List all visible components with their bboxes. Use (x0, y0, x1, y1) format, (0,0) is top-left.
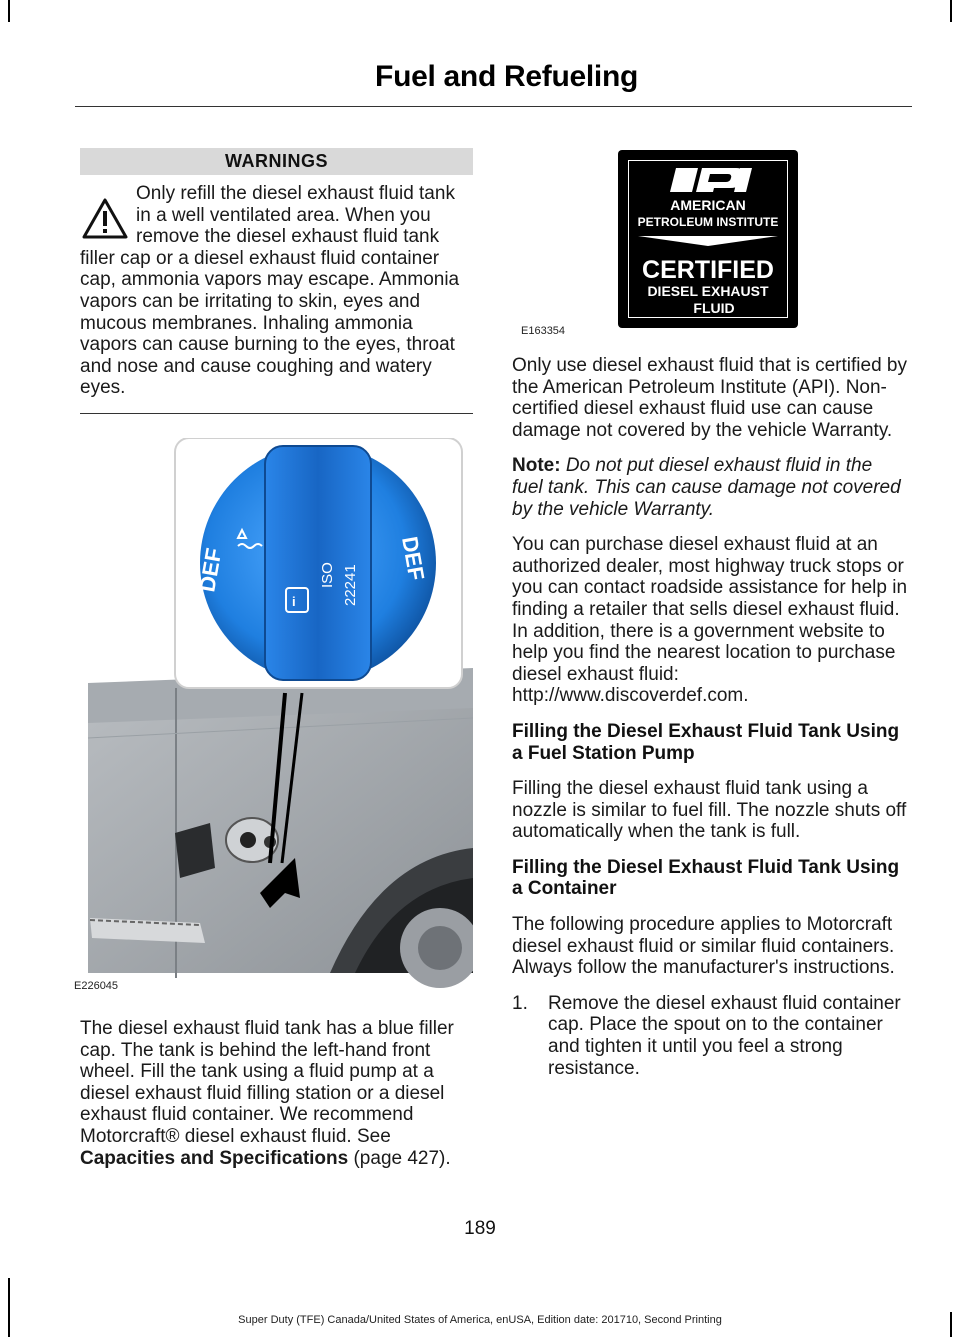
cap-iso-label: ISO (319, 562, 336, 588)
crop-mark-top-left (8, 0, 10, 22)
def-filler-cap-illustration (74, 438, 473, 998)
page-number: 189 (464, 1218, 496, 1239)
warnings-heading: WARNINGS (80, 148, 473, 175)
api-line5: FLUID (693, 300, 735, 316)
warning-text: Only refill the diesel exhaust fluid tank in a well ventilated area. When you remove the diesel exhaust fluid tank filler cap or a diesel exhaust fluid container cap, ammonia vapors may escape. Ammonia vapors can be irritating to skin, eyes and mucous membranes. Inhaling ammonia vapors can cause burning to the eyes, throat and nose and cause coughing and watery eyes. (80, 183, 460, 399)
step-1 (512, 993, 907, 1079)
crop-mark-bottom-left (8, 1278, 10, 1337)
heading-fuel-station-pump: Filling the Diesel Exhaust Fluid Tank Using a Fuel Station Pump (512, 720, 900, 764)
api-logo (618, 150, 798, 328)
cap-def-left: DEF (194, 546, 227, 594)
api-paragraph: Only use diesel exhaust fluid that is certified by the American Petroleum Institute (API). Non-certified diesel exhaust fluid use can cause damage not covered by the vehicle Warranty. (512, 355, 907, 441)
left-paragraph: The diesel exhaust fluid tank has a blue filler cap. The tank is behind the left-hand front wheel. Fill the tank using a fluid pump at a diesel exhaust fluid filling station or a diesel exhaust fluid container. We recommend Motorcraft® diesel exhaust fluid. See Capacities and Specifications (page 427). (80, 1017, 454, 1169)
api-certified-logo-figure (512, 148, 907, 343)
api-line2: PETROLEUM INSTITUTE (637, 215, 779, 229)
note-text: Do not put diesel exhaust fluid in the fuel tank. This can cause damage not covered by the vehicle Warranty. (512, 455, 901, 520)
warning-triangle-icon (82, 197, 128, 241)
pump-paragraph: Filling the diesel exhaust fluid tank using a nozzle is similar to fuel fill. The nozzle shuts off automatically when the tank is full. (512, 778, 907, 843)
svg-text:i: i (292, 593, 296, 609)
header-rule (75, 106, 912, 107)
container-paragraph: The following procedure applies to Motorcraft diesel exhaust fluid or similar fluid containers. Always follow the manufacturer's instructions. (512, 914, 895, 979)
note-paragraph (512, 455, 907, 520)
page-title: Fuel and Refueling (375, 60, 638, 93)
api-logo-art (618, 150, 798, 328)
left-column (74, 148, 473, 1183)
api-line3: CERTIFIED (642, 256, 774, 284)
warnings-body (80, 183, 473, 399)
crop-mark-top-right (950, 0, 952, 22)
step-1-text: Remove the diesel exhaust fluid container cap. Place the spout on to the container and tighten it until you feel a strong resistance. (548, 992, 901, 1079)
discoverdef-url[interactable]: http://www.discoverdef.com. (512, 685, 749, 707)
figure-code: E226045 (74, 979, 119, 992)
purchase-paragraph: You can purchase diesel exhaust fluid at an authorized dealer, most highway truck stops or you can contact roadside assistance for help in finding a retailer that sells diesel exhaust fluid. In addition, there is a government website to help you find the nearest location to purchase diesel exhaust fluid: http://www.discoverdef.com. (512, 534, 908, 707)
note-label: Note: (512, 455, 561, 477)
cap-def-right: DEF (397, 534, 430, 583)
step-1-number: 1. (512, 992, 528, 1014)
warnings-rule (80, 413, 473, 414)
right-column (512, 148, 907, 1079)
cap-iso-number: 22241 (342, 564, 359, 606)
api-line1: AMERICAN (670, 197, 746, 213)
capacities-link[interactable]: Capacities and Specifications (80, 1147, 349, 1169)
api-figure-code: E163354 (521, 325, 566, 337)
heading-container: Filling the Diesel Exhaust Fluid Tank Using a Container (512, 856, 900, 900)
footer-edition: Super Duty (TFE) Canada/United States of America, enUSA, Edition date: 201710, Second Printing (238, 1314, 722, 1326)
truck-illustration (80, 438, 473, 998)
api-line4: DIESEL EXHAUST (647, 283, 769, 299)
